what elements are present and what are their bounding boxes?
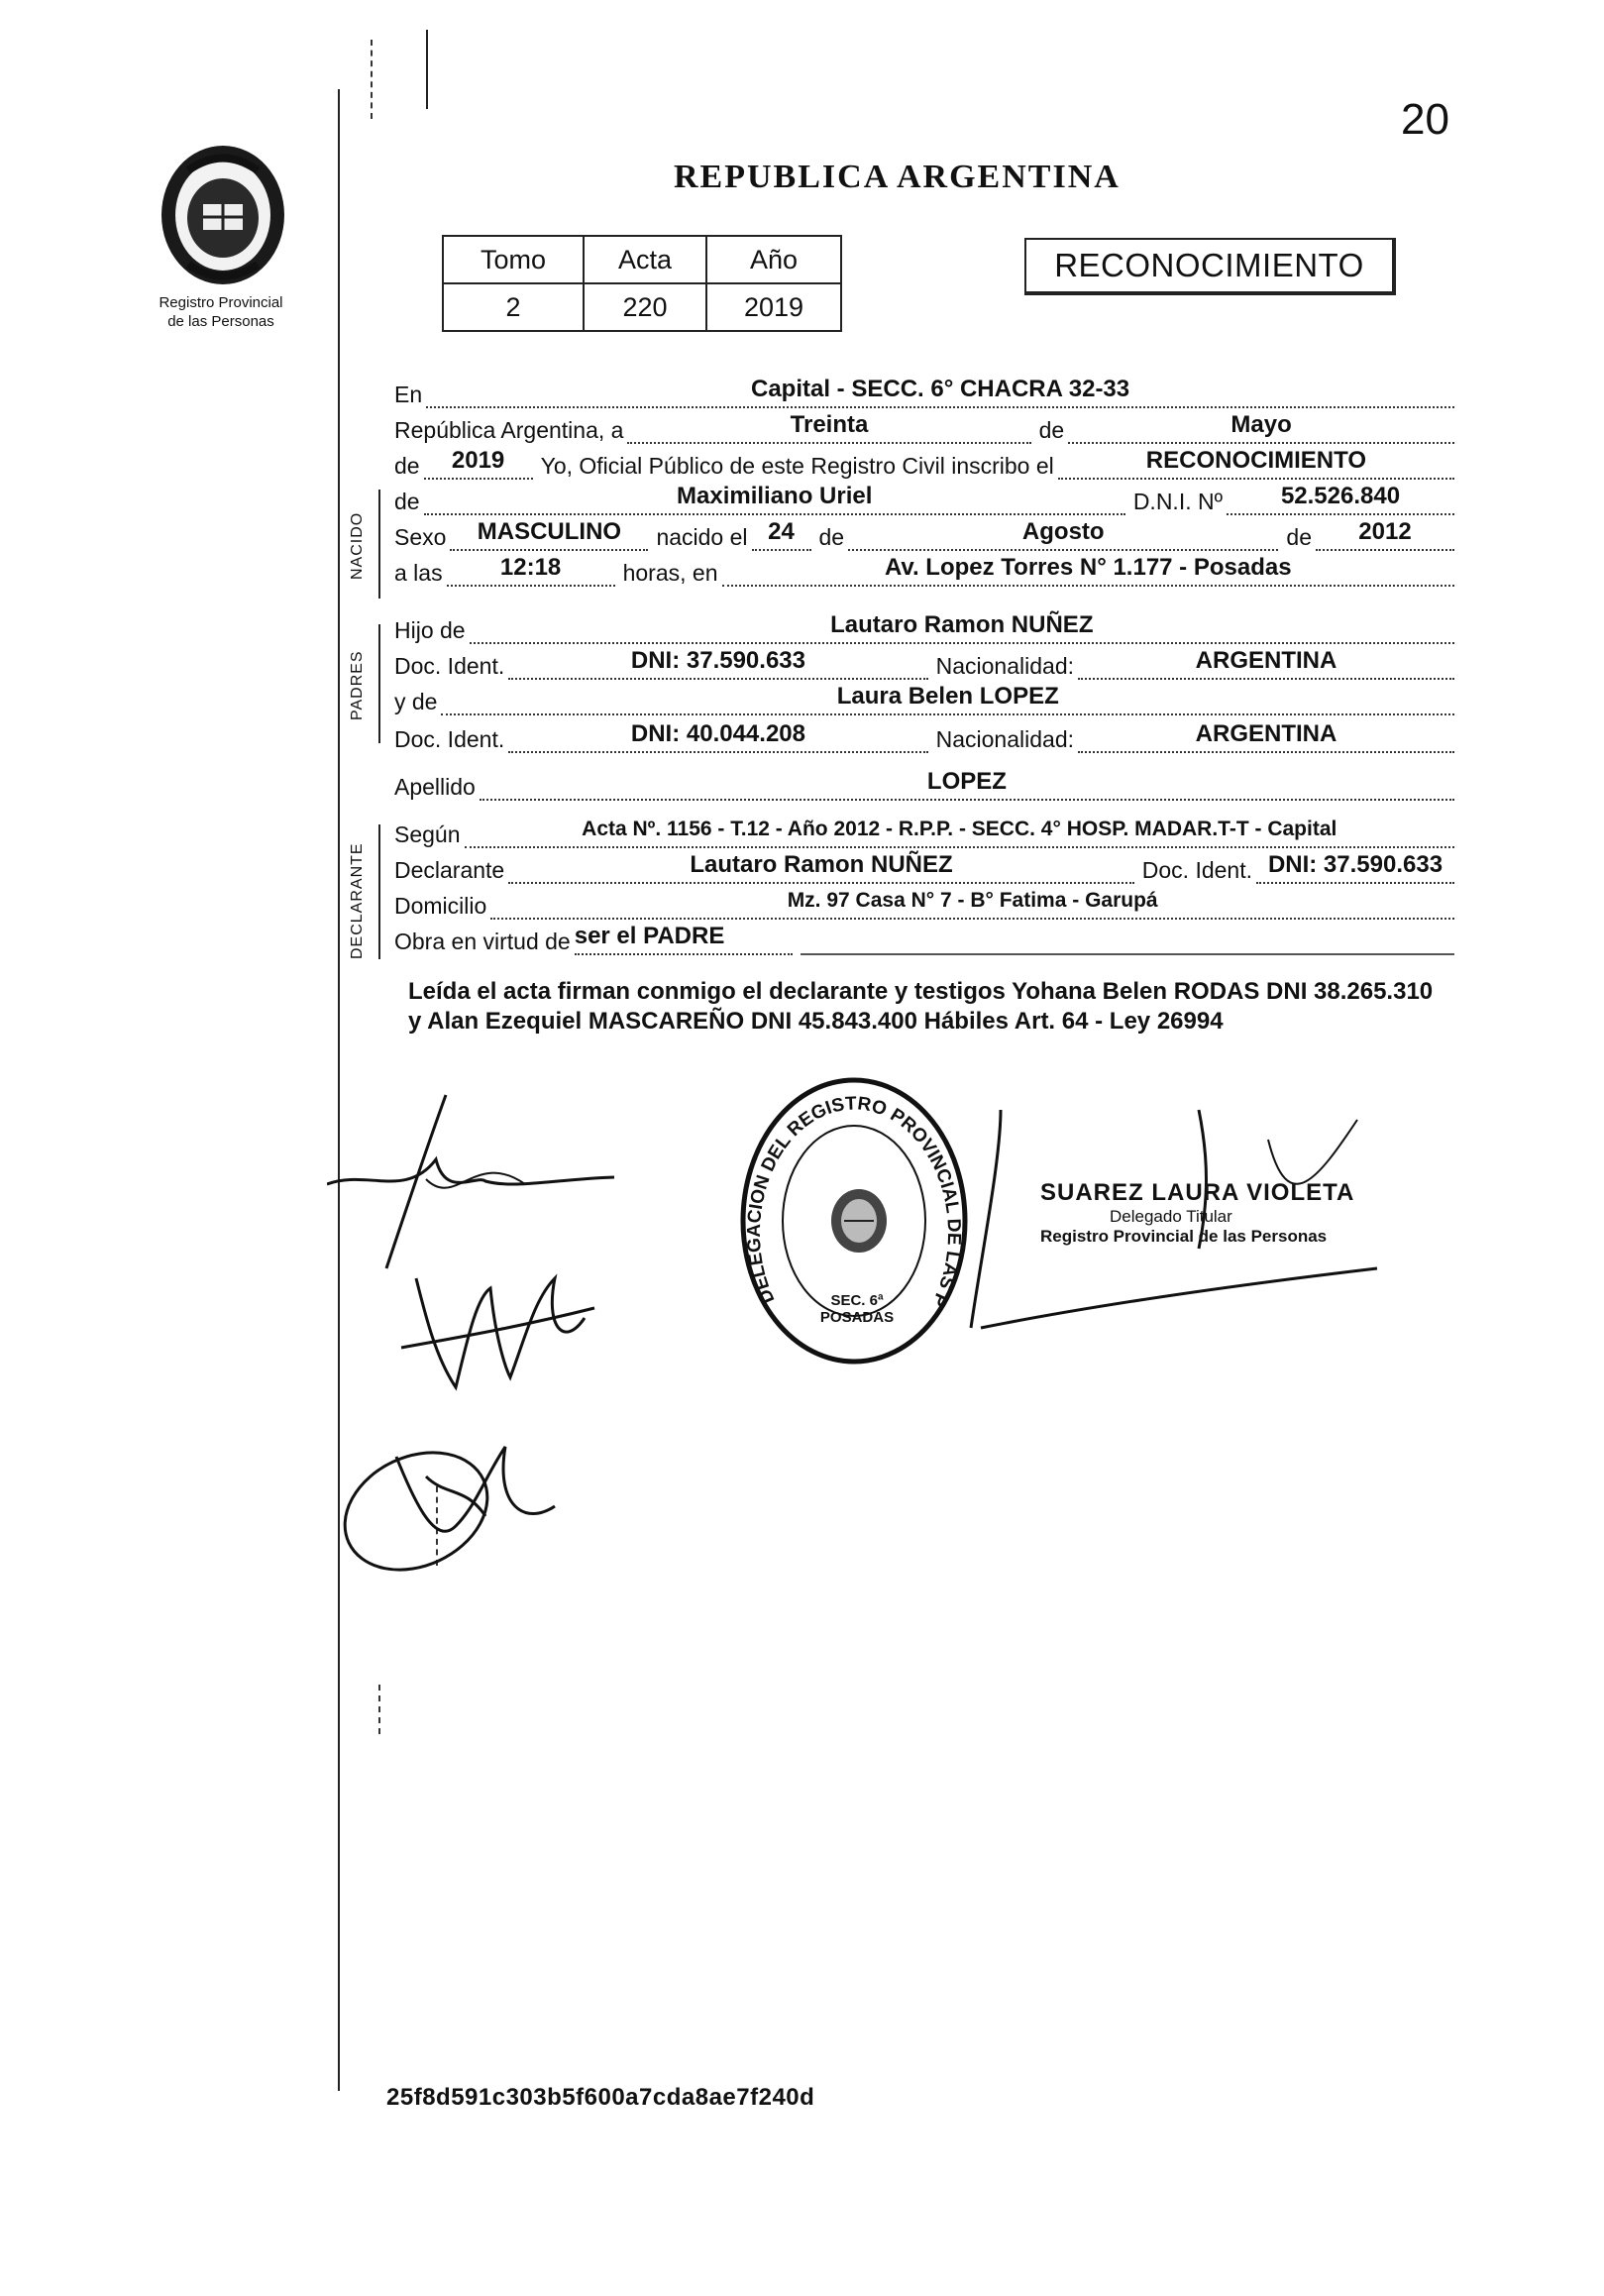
label-en: En [394, 382, 423, 407]
signer-position: Delegado Titular [1110, 1207, 1232, 1226]
side-label-parents: PADRES [349, 650, 366, 720]
side-label-declarant: DECLARANTE [349, 842, 366, 959]
label-dni: D.N.I. Nº [1132, 489, 1223, 514]
row-father [394, 610, 1454, 644]
label-de-year: de [394, 453, 420, 479]
label-sex: Sexo [394, 524, 447, 550]
label-surname: Apellido [394, 774, 476, 800]
record-type-box: RECONOCIMIENTO [1024, 238, 1396, 295]
official-stamp [735, 1072, 973, 1369]
label-official: Yo, Oficial Público de este Registro Civil inscribo el [540, 453, 1054, 479]
row-time [394, 553, 1454, 587]
page-number: 20 [1401, 95, 1449, 144]
field-mother: Laura Belen LOPEZ [441, 682, 1454, 715]
field-father-nationality: ARGENTINA [1078, 646, 1454, 680]
label-declarant: Declarante [394, 857, 505, 883]
field-year: 2019 [424, 446, 533, 480]
register-table [442, 235, 842, 332]
label-mother-nationality: Nacionalidad: [935, 726, 1074, 752]
logo-caption [117, 293, 325, 331]
field-place: Capital - SECC. 6° CHACRA 32-33 [426, 375, 1454, 408]
margin-line-inner [426, 30, 428, 109]
field-mother-nationality: ARGENTINA [1078, 719, 1454, 753]
page-title: REPUBLICA ARGENTINA [674, 159, 1121, 195]
field-declarant: Lautaro Ramon NUÑEZ [508, 850, 1134, 884]
signature-left-middle [396, 1258, 624, 1397]
field-according: Acta Nº. 1156 - T.12 - Año 2012 - R.P.P. - SECC. 4° HOSP. MADAR.T-T - Capital [465, 815, 1454, 848]
row-sex [394, 517, 1454, 551]
label-born: nacido el [656, 524, 748, 550]
label-hours: horas, en [622, 560, 718, 586]
label-father-nationality: Nacionalidad: [935, 653, 1074, 679]
signer-office: Registro Provincial de las Personas [1040, 1227, 1328, 1246]
label-republic: República Argentina, a [394, 417, 624, 443]
label-and-of: y de [394, 689, 438, 714]
label-son-of: Hijo de [394, 617, 466, 643]
signature-left-bottom [337, 1417, 575, 1585]
field-birth-place: Av. Lopez Torres N° 1.177 - Posadas [722, 553, 1455, 587]
margin-dash-3 [378, 1685, 380, 1734]
field-act-type: RECONOCIMIENTO [1058, 446, 1454, 480]
field-surname: LOPEZ [480, 767, 1454, 801]
field-dni: 52.526.840 [1227, 482, 1454, 515]
label-de-birth-year: de [1286, 524, 1312, 550]
field-father: Lautaro Ramon NUÑEZ [470, 610, 1454, 644]
label-according: Según [394, 821, 461, 847]
field-father-doc: DNI: 37.590.633 [508, 646, 927, 680]
row-father-doc [394, 646, 1454, 680]
section-bar-declarant [378, 824, 380, 959]
province-seal [149, 141, 297, 289]
row-name [394, 482, 1454, 515]
label-de-month: de [1038, 417, 1065, 443]
label-mother-doc: Doc. Ident. [394, 726, 505, 752]
province-seal-icon [149, 141, 297, 289]
row-declarant [394, 850, 1454, 884]
field-mother-doc: DNI: 40.044.208 [508, 719, 927, 753]
register-header-tomo: Tomo [443, 236, 584, 283]
field-birth-day: 24 [752, 517, 811, 551]
row-by-virtue-line [801, 922, 1454, 955]
register-header-ano: Año [706, 236, 841, 283]
row-official [394, 446, 1454, 480]
field-month: Mayo [1068, 410, 1454, 444]
label-declarant-doc: Doc. Ident. [1141, 857, 1252, 883]
document-hash: 25f8d591c303b5f600a7cda8ae7f240d [386, 2084, 815, 2111]
field-day: Treinta [627, 410, 1030, 444]
label-de-birth-month: de [818, 524, 845, 550]
row-by-virtue [394, 922, 1454, 955]
register-value-tomo: 2 [443, 283, 584, 331]
margin-dash-1 [371, 40, 373, 119]
section-bar-born [378, 490, 380, 599]
row-place [394, 375, 1454, 408]
field-address: Mz. 97 Casa N° 7 - B° Fatima - Garupá [490, 886, 1454, 920]
field-by-virtue: ser el PADRE [575, 922, 793, 955]
row-mother-doc [394, 719, 1454, 753]
label-by-virtue: Obra en virtud de [394, 929, 571, 954]
signer-name: SUAREZ LAURA VIOLETA [1040, 1179, 1355, 1206]
row-date [394, 410, 1454, 444]
row-mother [394, 682, 1454, 715]
stamp-outer-text: DELEGACION DEL REGISTRO PROVINCIAL DE LAS P [743, 1093, 965, 1311]
signer-block [1040, 1179, 1354, 1247]
register-header-acta: Acta [584, 236, 706, 283]
logo-caption-line2: de las Personas [167, 313, 274, 330]
register-header-row [443, 236, 841, 283]
row-address [394, 886, 1454, 920]
field-name: Maximiliano Uriel [424, 482, 1125, 515]
label-de-name: de [394, 489, 420, 514]
row-surname [394, 767, 1454, 801]
field-sex: MASCULINO [450, 517, 648, 551]
side-label-born: NACIDO [349, 511, 366, 580]
field-birth-month: Agosto [848, 517, 1278, 551]
label-address: Domicilio [394, 893, 487, 919]
field-time: 12:18 [447, 553, 615, 587]
field-declarant-doc: DNI: 37.590.633 [1256, 850, 1454, 884]
field-birth-year: 2012 [1316, 517, 1454, 551]
logo-caption-line1: Registro Provincial [159, 294, 283, 311]
label-at: a las [394, 560, 443, 586]
closing-text: Leída el acta firman conmigo el declarante y testigos Yohana Belen RODAS DNI 38.265.310 y Alan Ezequiel MASCAREÑO DNI 45.843.400 Hábiles Art. 64 - Ley 26994 [408, 978, 1434, 1035]
section-bar-parents [378, 624, 380, 743]
stamp-inner-text: SEC. 6ª POSADAS [819, 1292, 895, 1326]
register-value-acta: 220 [584, 283, 706, 331]
row-according [394, 815, 1454, 848]
register-value-ano: 2019 [706, 283, 841, 331]
label-father-doc: Doc. Ident. [394, 653, 505, 679]
register-value-row [443, 283, 841, 331]
